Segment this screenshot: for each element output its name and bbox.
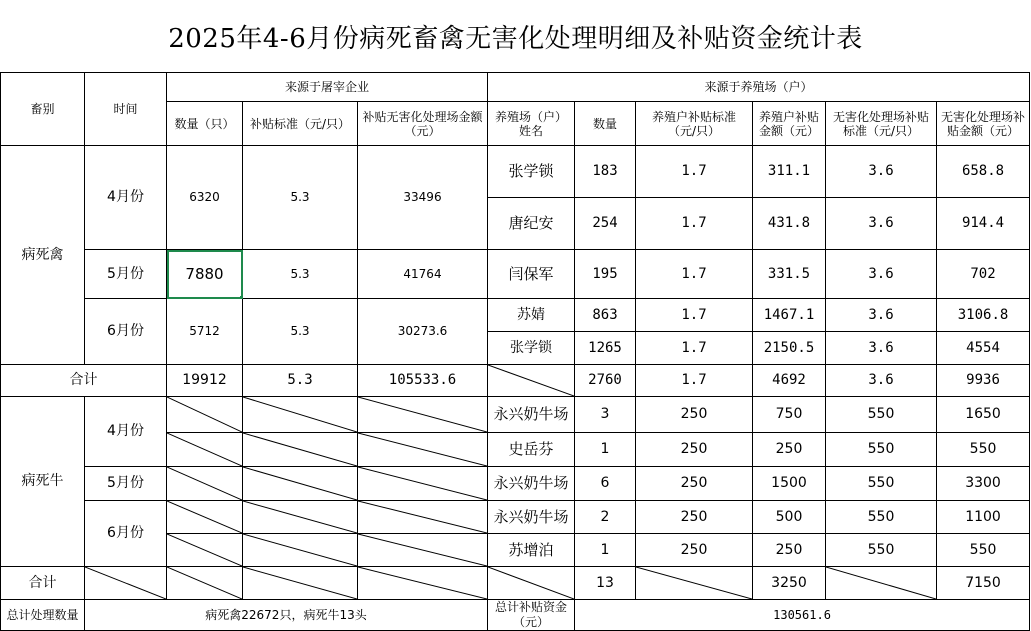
empty-diagonal-cell[interactable]: [358, 501, 488, 534]
empty-diagonal-cell[interactable]: [85, 567, 167, 600]
plant-amount-cell[interactable]: 4554: [937, 332, 1030, 365]
total-plant-amount[interactable]: 9936: [937, 365, 1030, 397]
farm-qty-cell[interactable]: 863: [575, 299, 636, 332]
poultry-total-row: [1, 365, 1030, 397]
farm-qty-cell[interactable]: 1265: [575, 332, 636, 365]
statistics-table: [0, 72, 1030, 631]
total-fund-value[interactable]: 130561.6: [575, 600, 1030, 631]
plant-std-cell[interactable]: 3.6: [826, 198, 937, 250]
header-plant-amount[interactable]: 无害化处理场补贴金额（元）: [937, 102, 1030, 146]
table-row: [1, 299, 1030, 332]
farm-name-cell[interactable]: 苏增泊: [488, 534, 575, 567]
plant-amount-cell[interactable]: 702: [937, 250, 1030, 299]
month-cell[interactable]: 5月份: [85, 250, 167, 299]
farm-std-cell[interactable]: 1.7: [636, 299, 753, 332]
fill-handle[interactable]: [240, 296, 243, 299]
table-row: [1, 501, 1030, 534]
farm-qty-cell[interactable]: 1: [575, 433, 636, 467]
farm-amount-cell[interactable]: 250: [753, 534, 826, 567]
total-slaughter-qty[interactable]: 19912: [167, 365, 243, 397]
plant-amount-cell[interactable]: 3106.8: [937, 299, 1030, 332]
total-qty-label[interactable]: 总计处理数量: [1, 600, 85, 631]
slaughter-qty-cell[interactable]: 6320: [167, 146, 243, 250]
plant-std-cell[interactable]: 550: [826, 397, 937, 433]
month-cell[interactable]: 5月份: [85, 467, 167, 501]
slaughter-std-cell[interactable]: 5.3: [243, 299, 358, 365]
farm-amount-cell[interactable]: 431.8: [753, 198, 826, 250]
plant-std-cell[interactable]: 550: [826, 433, 937, 467]
grand-total-row: [1, 600, 1030, 631]
empty-diagonal-cell[interactable]: [167, 534, 243, 567]
empty-diagonal-cell[interactable]: [358, 467, 488, 501]
farm-amount-cell[interactable]: 2150.5: [753, 332, 826, 365]
empty-diagonal-cell[interactable]: [488, 567, 575, 600]
header-group-slaughter[interactable]: 来源于屠宰企业: [167, 73, 488, 102]
farm-name-cell[interactable]: 史岳芬: [488, 433, 575, 467]
farm-std-cell[interactable]: 250: [636, 534, 753, 567]
total-label[interactable]: 合计: [1, 365, 167, 397]
empty-diagonal-cell[interactable]: [167, 433, 243, 467]
farm-qty-cell[interactable]: 195: [575, 250, 636, 299]
plant-amount-cell[interactable]: 1100: [937, 501, 1030, 534]
empty-diagonal-cell[interactable]: [243, 501, 358, 534]
header-farm-std[interactable]: 养殖户补贴标准（元/只）: [636, 102, 753, 146]
empty-diagonal-cell[interactable]: [358, 433, 488, 467]
total-fund-label[interactable]: 总计补贴资金（元）: [488, 600, 575, 631]
farm-std-cell[interactable]: 1.7: [636, 332, 753, 365]
farm-qty-cell[interactable]: 3: [575, 397, 636, 433]
farm-amount-cell[interactable]: 1467.1: [753, 299, 826, 332]
empty-diagonal-cell[interactable]: [358, 567, 488, 600]
slaughter-qty-cell[interactable]: 5712: [167, 299, 243, 365]
total-qty-value[interactable]: 病死禽22672只，病死牛13头: [85, 600, 488, 631]
table-row: [1, 467, 1030, 501]
total-farm-qty[interactable]: 2760: [575, 365, 636, 397]
month-cell[interactable]: 6月份: [85, 299, 167, 365]
plant-std-cell[interactable]: 550: [826, 467, 937, 501]
farm-name-cell[interactable]: 永兴奶牛场: [488, 397, 575, 433]
slaughter-amount-cell[interactable]: 33496: [358, 146, 488, 250]
month-cell[interactable]: 4月份: [85, 397, 167, 467]
total-farm-amount[interactable]: 4692: [753, 365, 826, 397]
plant-std-cell[interactable]: 550: [826, 534, 937, 567]
header-category[interactable]: 畜别: [1, 73, 85, 146]
farm-qty-cell[interactable]: 183: [575, 146, 636, 198]
slaughter-amount-cell[interactable]: 41764: [358, 250, 488, 299]
plant-std-cell[interactable]: 3.6: [826, 299, 937, 332]
header-slaughter-std[interactable]: 补贴标准（元/只）: [243, 102, 358, 146]
plant-std-cell[interactable]: 3.6: [826, 146, 937, 198]
category-cattle[interactable]: 病死牛: [1, 397, 85, 567]
farm-std-cell[interactable]: 1.7: [636, 146, 753, 198]
empty-diagonal-cell[interactable]: [243, 567, 358, 600]
farm-name-cell[interactable]: 唐纪安: [488, 198, 575, 250]
slaughter-amount-cell[interactable]: 30273.6: [358, 299, 488, 365]
farm-std-cell[interactable]: 250: [636, 433, 753, 467]
total-plant-amount[interactable]: 7150: [937, 567, 1030, 600]
header-slaughter-amount[interactable]: 补贴无害化处理场金额（元）: [358, 102, 488, 146]
total-farm-amount[interactable]: 3250: [753, 567, 826, 600]
plant-amount-cell[interactable]: 550: [937, 433, 1030, 467]
header-slaughter-qty[interactable]: 数量（只）: [167, 102, 243, 146]
empty-diagonal-cell[interactable]: [243, 534, 358, 567]
farm-std-cell[interactable]: 250: [636, 501, 753, 534]
plant-amount-cell[interactable]: 550: [937, 534, 1030, 567]
header-farm-amount[interactable]: 养殖户补贴金额（元）: [753, 102, 826, 146]
plant-std-cell[interactable]: 550: [826, 501, 937, 534]
farm-std-cell[interactable]: 250: [636, 397, 753, 433]
farm-std-cell[interactable]: 250: [636, 467, 753, 501]
empty-diagonal-cell[interactable]: [358, 534, 488, 567]
farm-name-cell[interactable]: 闫保军: [488, 250, 575, 299]
empty-diagonal-cell[interactable]: [167, 501, 243, 534]
empty-diagonal-cell[interactable]: [243, 433, 358, 467]
farm-qty-cell[interactable]: 2: [575, 501, 636, 534]
empty-diagonal-cell[interactable]: [636, 567, 753, 600]
month-cell[interactable]: 4月份: [85, 146, 167, 250]
header-row-1: [1, 73, 1030, 102]
farm-name-cell[interactable]: 张学锁: [488, 332, 575, 365]
total-label[interactable]: 合计: [1, 567, 85, 600]
farm-qty-cell[interactable]: 254: [575, 198, 636, 250]
empty-diagonal-cell[interactable]: [243, 397, 358, 433]
farm-amount-cell[interactable]: 1500: [753, 467, 826, 501]
header-group-farm[interactable]: 来源于养殖场（户）: [488, 73, 1030, 102]
empty-diagonal-cell[interactable]: [243, 467, 358, 501]
empty-diagonal-cell[interactable]: [358, 397, 488, 433]
plant-amount-cell[interactable]: 3300: [937, 467, 1030, 501]
table-row: [1, 397, 1030, 433]
plant-amount-cell[interactable]: 914.4: [937, 198, 1030, 250]
farm-std-cell[interactable]: 1.7: [636, 198, 753, 250]
empty-diagonal-cell[interactable]: [488, 365, 575, 397]
plant-amount-cell[interactable]: 1650: [937, 397, 1030, 433]
total-farm-qty[interactable]: 13: [575, 567, 636, 600]
header-farm-qty[interactable]: 数量: [575, 102, 636, 146]
total-farm-std[interactable]: 1.7: [636, 365, 753, 397]
farm-name-cell[interactable]: 永兴奶牛场: [488, 467, 575, 501]
farm-amount-cell[interactable]: 250: [753, 433, 826, 467]
farm-name-cell[interactable]: 永兴奶牛场: [488, 501, 575, 534]
category-poultry[interactable]: 病死禽: [1, 146, 85, 365]
header-farm-name[interactable]: 养殖场（户）姓名: [488, 102, 575, 146]
farm-qty-cell[interactable]: 1: [575, 534, 636, 567]
empty-diagonal-cell[interactable]: [826, 567, 937, 600]
plant-std-cell[interactable]: 3.6: [826, 332, 937, 365]
total-slaughter-std[interactable]: 5.3: [243, 365, 358, 397]
plant-std-cell[interactable]: 3.6: [826, 250, 937, 299]
farm-amount-cell[interactable]: 331.5: [753, 250, 826, 299]
total-plant-std[interactable]: 3.6: [826, 365, 937, 397]
header-plant-std[interactable]: 无害化处理场补贴标准（元/只）: [826, 102, 937, 146]
slaughter-std-cell[interactable]: 5.3: [243, 146, 358, 250]
table-row: [1, 250, 1030, 299]
farm-std-cell[interactable]: 1.7: [636, 250, 753, 299]
slaughter-std-cell[interactable]: 5.3: [243, 250, 358, 299]
total-slaughter-amount[interactable]: 105533.6: [358, 365, 488, 397]
month-cell[interactable]: 6月份: [85, 501, 167, 567]
empty-diagonal-cell[interactable]: [167, 397, 243, 433]
slaughter-qty-value: 7880: [185, 264, 224, 283]
empty-diagonal-cell[interactable]: [167, 467, 243, 501]
farm-amount-cell[interactable]: 311.1: [753, 146, 826, 198]
table-row: [1, 146, 1030, 198]
farm-amount-cell[interactable]: 500: [753, 501, 826, 534]
cattle-total-row: [1, 567, 1030, 600]
farm-qty-cell[interactable]: 6: [575, 467, 636, 501]
plant-amount-cell[interactable]: 658.8: [937, 146, 1030, 198]
page-title: 2025年4-6月份病死畜禽无害化处理明细及补贴资金统计表: [168, 23, 863, 54]
selected-cell[interactable]: [167, 250, 243, 299]
farm-name-cell[interactable]: 苏婧: [488, 299, 575, 332]
empty-diagonal-cell[interactable]: [167, 567, 243, 600]
farm-amount-cell[interactable]: 750: [753, 397, 826, 433]
farm-name-cell[interactable]: 张学锁: [488, 146, 575, 198]
header-time[interactable]: 时间: [85, 73, 167, 146]
